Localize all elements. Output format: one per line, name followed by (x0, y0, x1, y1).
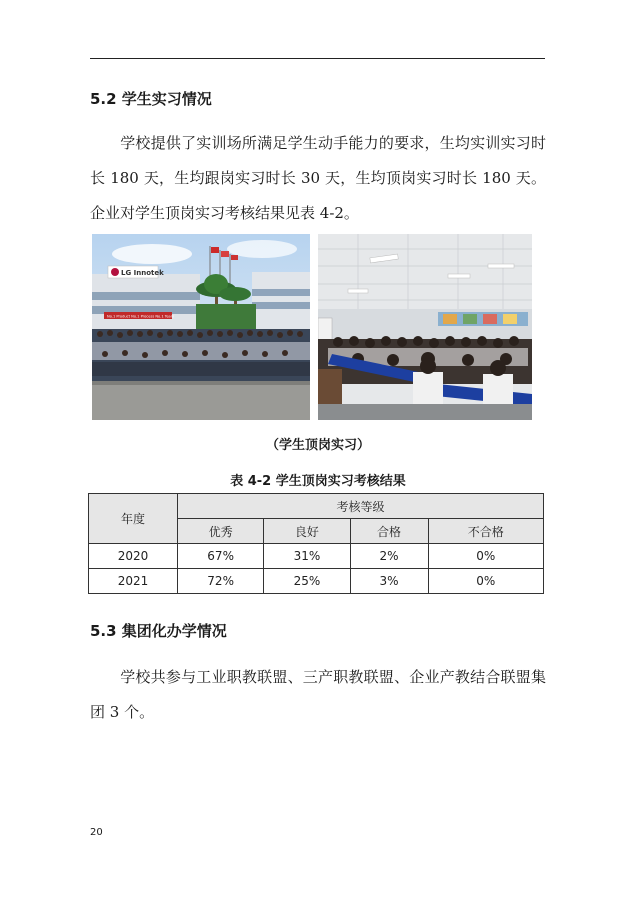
table-header-row (89, 494, 544, 519)
value-cell: 3% (350, 569, 428, 594)
assessment-results-table (88, 493, 544, 594)
table-caption: 表 4-2 学生顶岗实习考核结果 (230, 474, 406, 489)
value-cell: 67% (178, 544, 264, 569)
photo-students-factory (92, 234, 310, 420)
table-row (89, 569, 544, 594)
group-schooling-paragraph: 学校共参与工业职教联盟、三产职教联盟、企业产教结合联盟集团 3 个。 (90, 668, 546, 721)
svg-text:No.1 Product No.1 Process No.1: No.1 Product No.1 Process No.1 Team (107, 314, 175, 319)
header-rule (90, 58, 545, 59)
value-cell: 25% (264, 569, 350, 594)
photo-caption: （学生顶岗实习） (265, 438, 370, 453)
internship-paragraph: 学校提供了实训场所满足学生动手能力的要求，生均实训实习时长 180 天，生均跟岗实习时长 30 天，生均顶岗实习时长 180 天。企业对学生顶岗实习考核结果见表 4-2。 (90, 134, 546, 222)
value-cell: 72% (178, 569, 264, 594)
section-heading-group-schooling: 5.3 集团化办学情况 (90, 622, 227, 640)
grade-header-excellent: 优秀 (178, 519, 264, 544)
value-cell: 31% (264, 544, 350, 569)
grade-header-pass: 合格 (350, 519, 428, 544)
table-row (89, 544, 544, 569)
photo-students-classroom (318, 234, 532, 420)
year-header-cell: 年度 (89, 494, 178, 544)
grade-group-header-cell: 考核等级 (178, 494, 544, 519)
svg-text:LG Innotek: LG Innotek (121, 269, 164, 277)
section-heading-internship: 5.2 学生实习情况 (90, 90, 212, 108)
value-cell: 0% (428, 544, 543, 569)
year-cell: 2020 (89, 544, 178, 569)
value-cell: 0% (428, 569, 543, 594)
value-cell: 2% (350, 544, 428, 569)
grade-header-good: 良好 (264, 519, 350, 544)
year-cell: 2021 (89, 569, 178, 594)
page-number: 20 (90, 827, 103, 838)
grade-header-fail: 不合格 (428, 519, 543, 544)
